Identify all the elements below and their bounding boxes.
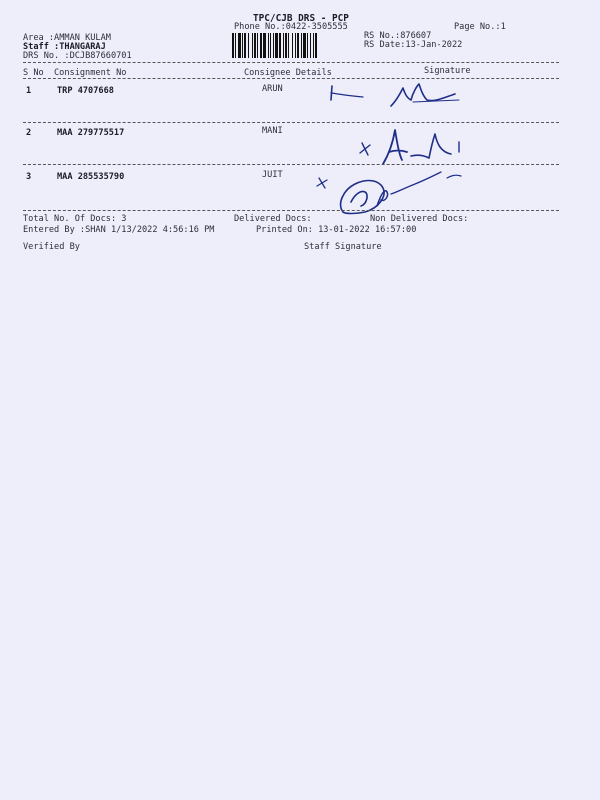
printed-on: Printed On: 13-01-2022 16:57:00: [256, 225, 417, 235]
total-docs: Total No. Of Docs: 3: [23, 214, 127, 224]
divider: [23, 78, 559, 79]
column-header-consignee: Consignee Details: [244, 68, 332, 78]
rs-number: RS No.:876607: [364, 31, 432, 41]
column-header-consignment: Consignment No: [54, 68, 127, 78]
row-3-consignee: JUIT: [262, 170, 283, 180]
report-title: TPC/CJB DRS - PCP: [253, 13, 349, 24]
staff-signature: Staff Signature: [304, 242, 382, 252]
divider: [23, 122, 559, 123]
row-3-sno: 3: [26, 172, 32, 182]
divider: [23, 62, 559, 63]
row-1-signature: [325, 80, 465, 115]
rs-date: RS Date:13-Jan-2022: [364, 40, 463, 50]
column-header-sno: S No: [23, 68, 44, 78]
column-header-signature: Signature: [424, 66, 471, 76]
row-1-sno: 1: [26, 86, 32, 96]
verified-by: Verified By: [23, 242, 80, 252]
row-2-sno: 2: [26, 128, 32, 138]
staff-name: THANGARAJ: [59, 42, 106, 52]
non-delivered-docs: Non Delivered Docs:: [370, 214, 469, 224]
row-3-consignment: MAA 285535790: [57, 172, 125, 182]
drs-number: DRS No. :DCJB87660701: [23, 51, 132, 61]
row-2-consignment: MAA 279775517: [57, 128, 125, 138]
delivered-docs: Delivered Docs:: [234, 214, 312, 224]
staff-label: Staff :: [23, 42, 60, 52]
row-2-consignee: MANI: [262, 126, 283, 136]
barcode: [232, 33, 353, 58]
phone-number: Phone No.:0422-3505555: [234, 22, 348, 32]
page-number: Page No.:1: [454, 22, 506, 32]
divider: [23, 210, 559, 211]
entered-by: Entered By :SHAN 1/13/2022 4:56:16 PM: [23, 225, 215, 235]
area-label: Area :AMMAN KULAM: [23, 33, 111, 43]
row-1-consignee: ARUN: [262, 84, 283, 94]
divider: [23, 164, 559, 165]
row-1-consignment: TRP 4707668: [57, 86, 114, 96]
